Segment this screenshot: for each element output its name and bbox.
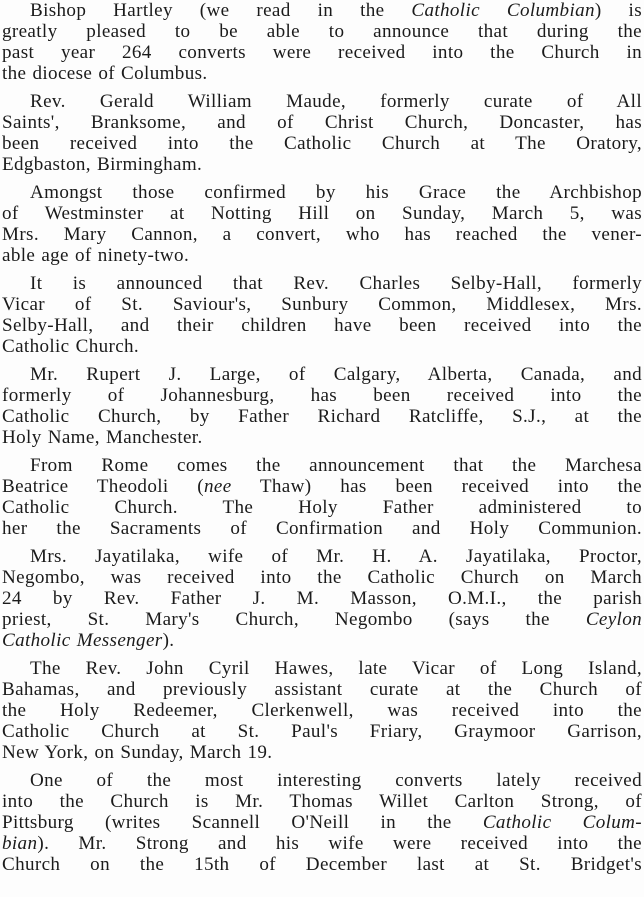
paragraph-marchesa-theodoli — [2, 455, 642, 539]
text-line: been received into the Catholic Church at The Oratory, — [2, 133, 642, 154]
text-line: Bishop Hartley (we read in the Catholic Columbian) is — [30, 0, 642, 21]
text-line: Pittsburg (writes Scannell O'Neill in the Catholic Colum- — [2, 812, 643, 833]
italic-title: Ceylon — [585, 609, 642, 630]
italic-title: Catholic Colum- — [482, 812, 643, 833]
text-line: Catholic Church. — [2, 336, 140, 357]
text-line: Mrs. Mary Cannon, a convert, who has reached the vener- — [2, 224, 642, 245]
text-line: Church on the 15th of December last at St. Bridget's — [2, 854, 642, 875]
paragraph-bishop-hartley — [2, 0, 642, 84]
italic-title: bian — [2, 833, 38, 854]
text-line: Catholic Church. The Holy Father administered to — [2, 497, 642, 518]
text-line: bian). Mr. Strong and his wife were received into the — [2, 833, 642, 854]
paragraph-mary-cannon — [2, 182, 642, 266]
italic-title: nee — [203, 476, 232, 497]
text-line: into the Church is Mr. Thomas Willet Carlton Strong, of — [2, 791, 642, 812]
text-line: Catholic Church, by Father Richard Ratcliffe, S.J., at the — [2, 406, 642, 427]
paragraph-thomas-strong — [2, 770, 642, 875]
text-line: Amongst those confirmed by his Grace the Archbishop — [30, 182, 642, 203]
text-line: Mr. Rupert J. Large, of Calgary, Alberta, Canada, and — [30, 364, 642, 385]
paragraph-john-hawes — [2, 658, 642, 763]
text-line: greatly pleased to be able to announce that during the — [2, 21, 642, 42]
text-line: Mrs. Jayatilaka, wife of Mr. H. A. Jayatilaka, Proctor, — [30, 546, 642, 567]
text-line: Edgbaston, Birmingham. — [2, 154, 203, 175]
text-line: Holy Name, Manchester. — [2, 427, 203, 448]
text-line: New York, on Sunday, March 19. — [2, 742, 273, 763]
text-line: Negombo, was received into the Catholic Church on March — [2, 567, 642, 588]
text-line: Catholic Church at St. Paul's Friary, Graymoor Garrison, — [2, 721, 642, 742]
italic-title: Catholic Messenger — [2, 630, 163, 651]
text-line: able age of ninety-two. — [2, 245, 190, 266]
text-line: Beatrice Theodoli (nee Thaw) has been received into the — [2, 476, 643, 497]
text-line: her the Sacraments of Confirmation and Holy Communion. — [2, 518, 642, 539]
text-line: the diocese of Columbus. — [2, 63, 208, 84]
text-line: 24 by Rev. Father J. M. Masson, O.M.I., the parish — [2, 588, 642, 609]
text-line: of Westminster at Notting Hill on Sunday, March 5, was — [2, 203, 642, 224]
text-line: Bahamas, and previously assistant curate at the Church of — [2, 679, 642, 700]
paragraph-rupert-large — [2, 364, 642, 448]
text-line: From Rome comes the announcement that the Marchesa — [30, 455, 642, 476]
text-line: formerly of Johannesburg, has been received into the — [2, 385, 642, 406]
text-line: Catholic Messenger). — [2, 630, 175, 651]
text-line: The Rev. John Cyril Hawes, late Vicar of Long Island, — [30, 658, 642, 679]
text-line: Selby-Hall, and their children have been received into the — [2, 315, 642, 336]
text-line: Saints', Branksome, and of Christ Church, Doncaster, has — [2, 112, 642, 133]
italic-title: Catholic Columbian — [411, 0, 595, 21]
text-line: Vicar of St. Saviour's, Sunbury Common, Middlesex, Mrs. — [2, 294, 642, 315]
text-line: One of the most interesting converts lately received — [30, 770, 642, 791]
text-line: It is announced that Rev. Charles Selby-Hall, formerly — [30, 273, 642, 294]
text-line: the Holy Redeemer, Clerkenwell, was received into the — [2, 700, 642, 721]
text-line: past year 264 converts were received into the Church in — [2, 42, 642, 63]
paragraph-selby-hall — [2, 273, 642, 357]
paragraph-gerald-maude — [2, 91, 642, 175]
text-line: priest, St. Mary's Church, Negombo (says the Ceylon — [2, 609, 642, 630]
paragraph-jayatilaka — [2, 546, 642, 651]
news-column — [2, 0, 642, 875]
text-line: Rev. Gerald William Maude, formerly curate of All — [30, 91, 642, 112]
